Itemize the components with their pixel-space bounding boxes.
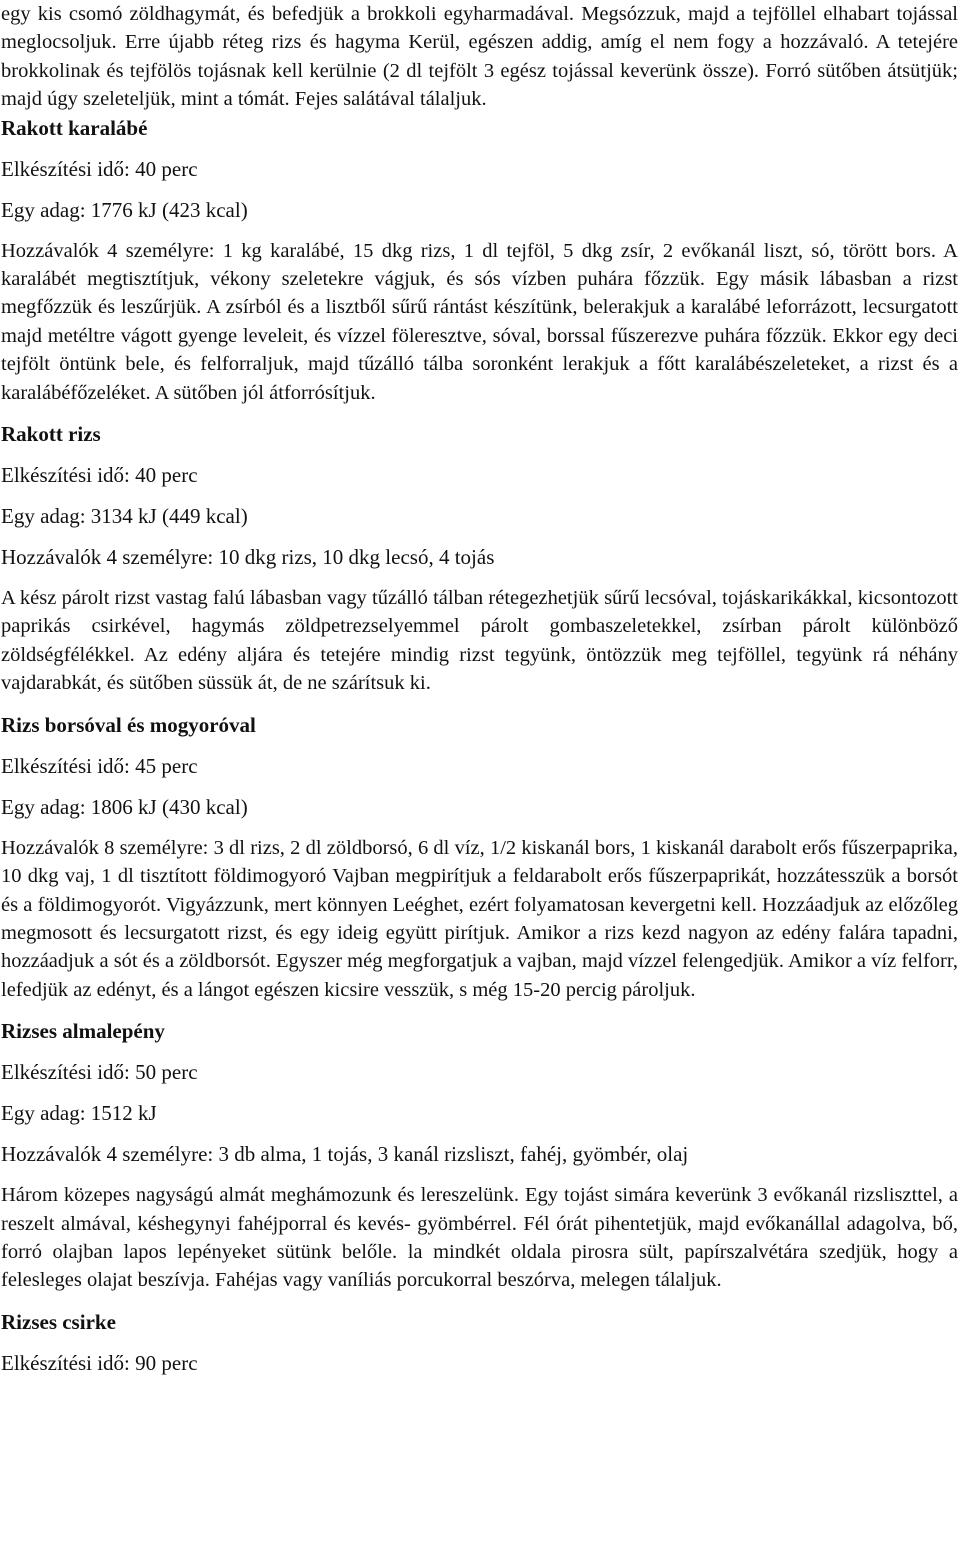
recipe-title: Rizses csirke (1, 1309, 116, 1334)
recipe-time: Elkészítési idő: 40 perc (1, 156, 198, 181)
intro-paragraph: egy kis csomó zöldhagymát, és befedjük a brokkoli egyharmadával. Megsózzuk, majd a tejföllel elhabart tojással meglocsoljuk. Erre újabb réteg rizs és hagyma Kerül, egészen addig, amíg el nem fogy a hozzávaló. A tetejére brokkolinak és tejfölös tojásnak kell kerülnie (2 dl tejfölt 3 egész tojással keverünk össze). Forró sütőben átsütjük; majd úgy szeleteljük, mint a tómát. Fejes salátával tálaljuk. (1, 3, 958, 111)
recipe-method: Három közepes nagyságú almát meghámozunk és lereszelünk. Egy tojást simára keverünk 3 evőkanál rizsliszttel, a reszelt almával, késhegynyi fahéjporral és kevés- gyömbérrel. Fél órát pihentetjük, majd evőkanállal adagolva, bő, forró olajban lapos lepényeket sütünk belőle. la mindkét oldala pirosra sült, papírszalvétára szedjük, hogy a felesleges olajat beszívja. Fahéjas vagy vaníliás porcukorral beszórva, melegen tálaljuk. (1, 1184, 958, 1292)
recipe-title: Rakott rizs (1, 422, 101, 447)
recipe-time: Elkészítési idő: 40 perc (1, 463, 198, 488)
recipe-title: Rizs borsóval és mogyoróval (1, 712, 256, 737)
recipe-serving: Egy adag: 3134 kJ (449 kcal) (1, 504, 248, 529)
recipe-time: Elkészítési idő: 45 perc (1, 753, 198, 778)
recipe-method: A kész párolt rizst vastag falú lábasban vagy tűzálló tálban rétegezhetjük sűrű lecsóval, tojáskarikákkal, kicsontozott paprikás csirkével, hagymás zöldpetrezselyemmel párolt gombaszeletekkel, zsírban párolt különböző zöldségfélékkel. Az edény aljára és tetejére mindig rizst tegyünk, öntözzük meg tejföllel, tegyünk rá néhány vajdarabkát, és sütőben süssük át, de ne szárítsuk ki. (1, 587, 958, 695)
recipe-time: Elkészítési idő: 50 perc (1, 1060, 198, 1085)
recipe-ingredients: Hozzávalók 4 személyre: 3 db alma, 1 tojás, 3 kanál rizsliszt, fahéj, gyömbér, olaj (1, 1142, 689, 1167)
recipe-title: Rakott karalábé (1, 115, 148, 140)
recipe-ingredients: Hozzávalók 4 személyre: 10 dkg rizs, 10 dkg lecsó, 4 tojás (1, 545, 495, 570)
recipe-body: Hozzávalók 4 személyre: 1 kg karalábé, 15 dkg rizs, 1 dl tejföl, 5 dkg zsír, 2 evőkanál liszt, só, törött bors. A karalábét megtisztítjuk, vékony szeletekre vágjuk, és sós vízben puhára főzzük. Egy másik lábasban a rizst megfőzzük és leszűrjük. A zsírból és a lisztből sűrű rántást készítünk, belerakjuk a karalábé leforrázott, lecsurgatott majd metéltre vágott gyenge leveleit, és vízzel föleresztve, sóval, borssal fűszerezve puhára főzzük. Ekkor egy deci tejfölt öntünk bele, és felforraljuk, majd tűzálló tálba soronként lerakjuk a főtt karalábészeleteket, a rizst és a karalábéfőzeléket. A sütőben jól átforrósítjuk. (1, 239, 958, 404)
recipe-serving: Egy adag: 1806 kJ (430 kcal) (1, 794, 248, 819)
recipe-time: Elkészítési idő: 90 perc (1, 1350, 198, 1375)
recipe-body: Hozzávalók 8 személyre: 3 dl rizs, 2 dl zöldborsó, 6 dl víz, 1/2 kiskanál bors, 1 kiskanál darabolt erős fűszerpaprika, 10 dkg vaj, 1 dl tisztított földimogyoró Vajban megpirítjuk a feldarabolt erős fűszerpaprikát, hozzátesszük a borsót és a földimogyorót. Vigyázzunk, mert könnyen Leéghet, ezért folyamatosan kevergetni kell. Hozzáadjuk az előzőleg megmosott és lecsurgatott rizst, és egy ideig együtt pirítjuk. Amikor a rizs kezd nagyon az edény falára tapadni, hozzáadjuk a sót és a zöldborsót. Egyszer még megforgatjuk a vajban, majd vízzel felengedjük. Amikor a víz felforr, lefedjük az edényt, és a lángot egészen kicsire vesszük, s még 15-20 percig pároljuk. (1, 836, 958, 1001)
recipe-title: Rizses almalepény (1, 1019, 165, 1044)
recipe-serving: Egy adag: 1776 kJ (423 kcal) (1, 197, 248, 222)
recipe-serving: Egy adag: 1512 kJ (1, 1101, 157, 1126)
